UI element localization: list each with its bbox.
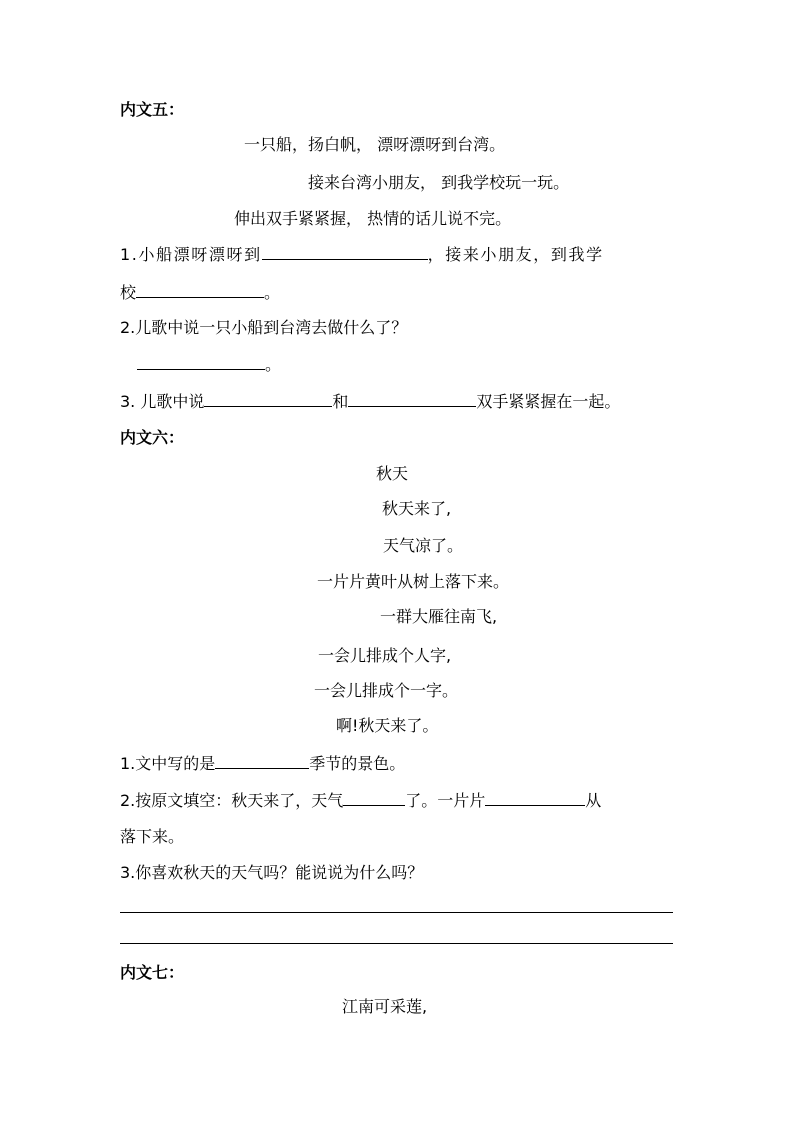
section6-poem-line-4: 一群大雁往南飞, — [380, 607, 498, 626]
q3-blank-1[interactable] — [204, 390, 332, 407]
section6-poem-line-5: 一会儿排成个人字, — [318, 646, 452, 665]
section5-poem-line-1: 一只船，扬白帆， 漂呀漂呀到台湾。 — [244, 135, 506, 154]
section6-poem-line-7: 啊!秋天来了。 — [336, 716, 439, 735]
section5-question-2-answer — [137, 353, 281, 376]
answer-line-1[interactable] — [120, 912, 673, 913]
q1-text-d: 。 — [264, 283, 281, 302]
q1-text-a: 1.小船漂呀漂呀到 — [120, 245, 262, 264]
s6-q2-text-b: 了。一片片 — [405, 791, 486, 810]
section5-question-1-cont — [120, 281, 280, 304]
q1-text-c: 校 — [120, 283, 137, 302]
section6-poem-line-3: 一片片黄叶从树上落下来。 — [317, 572, 510, 591]
q1-text-b: ，接来小朋友，到我学 — [427, 245, 604, 264]
s6-q1-blank[interactable] — [215, 752, 309, 769]
q3-text-a: 3. 儿歌中说 — [120, 392, 205, 411]
section6-question-2-cont: 落下来。 — [120, 827, 185, 846]
section5-question-1 — [120, 243, 604, 266]
q3-text-b: 和 — [332, 392, 349, 411]
section5-question-3 — [120, 390, 620, 413]
section6-poem-line-2: 天气凉了。 — [383, 536, 464, 555]
q1-blank-2[interactable] — [136, 281, 264, 298]
section6-question-2 — [120, 789, 601, 812]
section5-poem-line-3: 伸出双手紧紧握， 热情的话儿说不完。 — [234, 209, 512, 228]
q2-blank[interactable] — [137, 353, 265, 370]
q3-text-c: 双手紧紧握在一起。 — [476, 392, 621, 411]
section6-poem-line-6: 一会儿排成个一字。 — [314, 681, 459, 700]
s6-q2-blank-2[interactable] — [485, 789, 585, 806]
answer-line-2[interactable] — [120, 943, 673, 944]
section6-question-3: 3.你喜欢秋天的天气吗？能说说为什么吗？ — [120, 863, 424, 882]
q3-blank-2[interactable] — [348, 390, 476, 407]
section6-question-1 — [120, 752, 405, 775]
q2-text-b: 。 — [265, 355, 282, 374]
q1-blank-1[interactable] — [262, 243, 428, 260]
section6-poem-line-1: 秋天来了, — [382, 499, 452, 518]
section6-title: 内文六： — [120, 428, 185, 447]
s6-q2-blank-1[interactable] — [343, 789, 405, 806]
section7-poem-line-1: 江南可采莲, — [342, 997, 428, 1016]
section5-title: 内文五： — [120, 100, 185, 119]
section7-title: 内文七： — [120, 963, 185, 982]
section5-question-2: 2.儿歌中说一只小船到台湾去做什么了？ — [120, 318, 408, 337]
s6-q1-text-a: 1.文中写的是 — [120, 754, 216, 773]
s6-q1-text-b: 季节的景色。 — [309, 754, 406, 773]
s6-q2-text-c: 从 — [585, 791, 602, 810]
s6-q2-text-a: 2.按原文填空：秋天来了，天气 — [120, 791, 344, 810]
section5-poem-line-2: 接来台湾小朋友， 到我学校玩一玩。 — [308, 173, 570, 192]
section6-poem-title: 秋天 — [376, 464, 409, 483]
